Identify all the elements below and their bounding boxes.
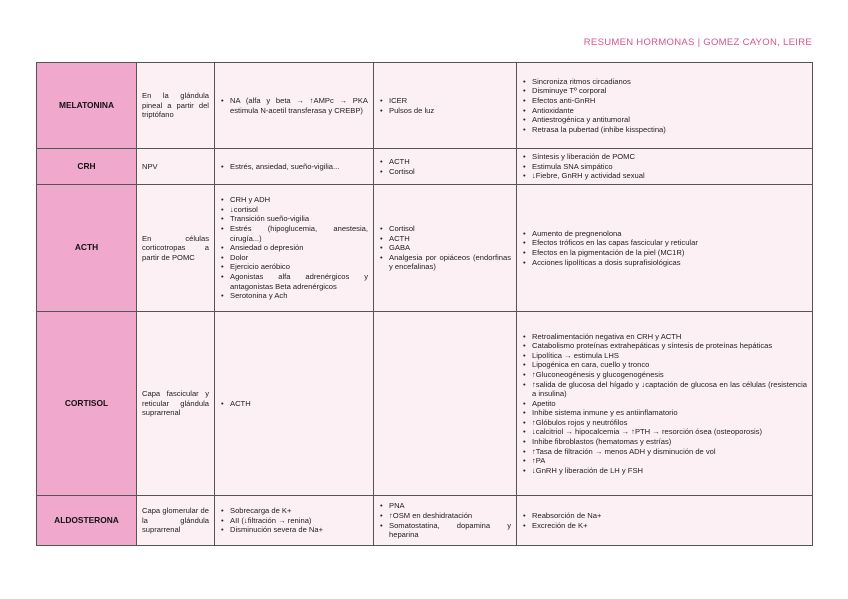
- list-item: • Excreción de K+: [532, 521, 807, 531]
- hormone-name: ACTH: [37, 185, 137, 312]
- hormone-inhibitors-cell: [374, 63, 517, 149]
- list-item: • Cortisol: [389, 167, 511, 177]
- list-item: • ↑Tasa de filtración → menos ADH y disminución de vol: [532, 447, 807, 457]
- list-item: • Analgesia por opiáceos (endorfinas y encefalinas): [389, 253, 511, 272]
- table-row: [37, 496, 813, 546]
- hormone-stimuli-cell: [215, 312, 374, 496]
- list-item: • AII (↓filtración → renina): [230, 516, 368, 526]
- list-item: • Ansiedad o depresión: [230, 243, 368, 253]
- list-item: • Inhibe sistema inmune y es antiinflamatorio: [532, 408, 807, 418]
- list-item: • Pulsos de luz: [389, 106, 511, 116]
- list-item: • ACTH: [230, 399, 368, 409]
- inhibitors-list: [379, 157, 511, 176]
- list-item: • Acciones lipolíticas a dosis suprafisiológicas: [532, 258, 807, 268]
- list-item: • Retroalimentación negativa en CRH y ACTH: [532, 332, 807, 342]
- list-item: • Lipolítica → estimula LHS: [532, 351, 807, 361]
- list-item: • ↓Fiebre, GnRH y actividad sexual: [532, 171, 807, 181]
- inhibitors-list: [379, 96, 511, 115]
- list-item: • GABA: [389, 243, 511, 253]
- hormone-origin: Capa fascicular y reticular glándula suprarrenal: [137, 312, 215, 496]
- hormone-name: CRH: [37, 149, 137, 185]
- table-row: [37, 185, 813, 312]
- list-item: • ↓GnRH y liberación de LH y FSH: [532, 466, 807, 476]
- hormone-name: CORTISOL: [37, 312, 137, 496]
- effects-list: [522, 511, 807, 530]
- list-item: • Transición sueño-vigilia: [230, 214, 368, 224]
- list-item: • ACTH: [389, 234, 511, 244]
- list-item: • Catabolismo proteínas extrahepáticas y síntesis de proteínas hepáticas: [532, 341, 807, 351]
- stimuli-list: [220, 162, 368, 172]
- hormone-stimuli-cell: [215, 149, 374, 185]
- list-item: • Antioxidante: [532, 106, 807, 116]
- hormone-name: MELATONINA: [37, 63, 137, 149]
- stimuli-list: [220, 195, 368, 301]
- hormone-origin: NPV: [137, 149, 215, 185]
- hormone-inhibitors-cell: [374, 185, 517, 312]
- list-item: • ↑Gluconeogénesis y glucogenogénesis: [532, 370, 807, 380]
- hormone-effects-cell: [517, 496, 813, 546]
- list-item: • Estrés, ansiedad, sueño-vigilia...: [230, 162, 368, 172]
- hormone-stimuli-cell: [215, 496, 374, 546]
- hormone-inhibitors-cell: [374, 149, 517, 185]
- list-item: • Efectos en la pigmentación de la piel (MC1R): [532, 248, 807, 258]
- list-item: • Efectos anti-GnRH: [532, 96, 807, 106]
- list-item: • Dolor: [230, 253, 368, 263]
- stimuli-list: [220, 96, 368, 115]
- stimuli-list: [220, 506, 368, 535]
- list-item: • Estrés (hipoglucemia, anestesia, cirugía...): [230, 224, 368, 243]
- list-item: • Aumento de pregnenolona: [532, 229, 807, 239]
- effects-list: [522, 77, 807, 135]
- list-item: • Disminuye Tº corporal: [532, 86, 807, 96]
- list-item: • NA (alfa y beta → ↑AMPc → PKA estimula N-acetil transferasa y CREBP): [230, 96, 368, 115]
- effects-list: [522, 332, 807, 476]
- effects-list: [522, 152, 807, 181]
- table-row: [37, 149, 813, 185]
- list-item: • Apetito: [532, 399, 807, 409]
- inhibitors-list: [379, 501, 511, 539]
- hormone-inhibitors-cell: [374, 312, 517, 496]
- list-item: • CRH y ADH: [230, 195, 368, 205]
- hormone-effects-cell: [517, 149, 813, 185]
- hormone-inhibitors-cell: [374, 496, 517, 546]
- list-item: • Sobrecarga de K+: [230, 506, 368, 516]
- list-item: • ↑OSM en deshidratación: [389, 511, 511, 521]
- hormone-origin: En células corticotropas a partir de POMC: [137, 185, 215, 312]
- list-item: • ACTH: [389, 157, 511, 167]
- hormone-origin: Capa glomerular de la glándula suprarrenal: [137, 496, 215, 546]
- table-row: [37, 312, 813, 496]
- list-item: • Cortisol: [389, 224, 511, 234]
- list-item: • Serotonina y Ach: [230, 291, 368, 301]
- list-item: • Agonistas alfa adrenérgicos y antagonistas Beta adrenérgicos: [230, 272, 368, 291]
- list-item: • Ejercicio aeróbico: [230, 262, 368, 272]
- hormone-effects-cell: [517, 312, 813, 496]
- table-body: [37, 63, 813, 546]
- list-item: • Efectos tróficos en las capas fascicular y reticular: [532, 238, 807, 248]
- list-item: • Antiestrogénica y antitumoral: [532, 115, 807, 125]
- list-item: • ↑salida de glucosa del hígado y ↓captación de glucosa en las células (resistencia a insulina): [532, 380, 807, 399]
- effects-list: [522, 229, 807, 267]
- inhibitors-list: [379, 224, 511, 272]
- list-item: • ↓cortisol: [230, 205, 368, 215]
- list-item: • ↑PA: [532, 456, 807, 466]
- list-item: • Inhibe fibroblastos (hematomas y estrías): [532, 437, 807, 447]
- list-item: • Disminución severa de Na+: [230, 525, 368, 535]
- hormone-name: ALDOSTERONA: [37, 496, 137, 546]
- list-item: • ↓calcitriol → hipocalcemia → ↑PTH → resorción ósea (osteoporosis): [532, 427, 807, 437]
- hormone-origin: En la glándula pineal a partir del triptófano: [137, 63, 215, 149]
- list-item: • Sincroniza ritmos circadianos: [532, 77, 807, 87]
- hormone-stimuli-cell: [215, 185, 374, 312]
- hormone-stimuli-cell: [215, 63, 374, 149]
- list-item: • Retrasa la pubertad (inhibe kisspectina): [532, 125, 807, 135]
- list-item: • ↑Glóbulos rojos y neutrófilos: [532, 418, 807, 428]
- stimuli-list: [220, 399, 368, 409]
- hormone-effects-cell: [517, 63, 813, 149]
- list-item: • Estimula SNA simpático: [532, 162, 807, 172]
- list-item: • Reabsorción de Na+: [532, 511, 807, 521]
- hormone-effects-cell: [517, 185, 813, 312]
- hormone-summary-table: [36, 62, 813, 546]
- list-item: • Síntesis y liberación de POMC: [532, 152, 807, 162]
- list-item: • Somatostatina, dopamina y heparina: [389, 521, 511, 540]
- list-item: • ICER: [389, 96, 511, 106]
- table-row: [37, 63, 813, 149]
- list-item: • PNA: [389, 501, 511, 511]
- list-item: • Lipogénica en cara, cuello y tronco: [532, 360, 807, 370]
- document-header: RESUMEN HORMONAS | GOMEZ CAYON, LEIRE: [583, 37, 812, 48]
